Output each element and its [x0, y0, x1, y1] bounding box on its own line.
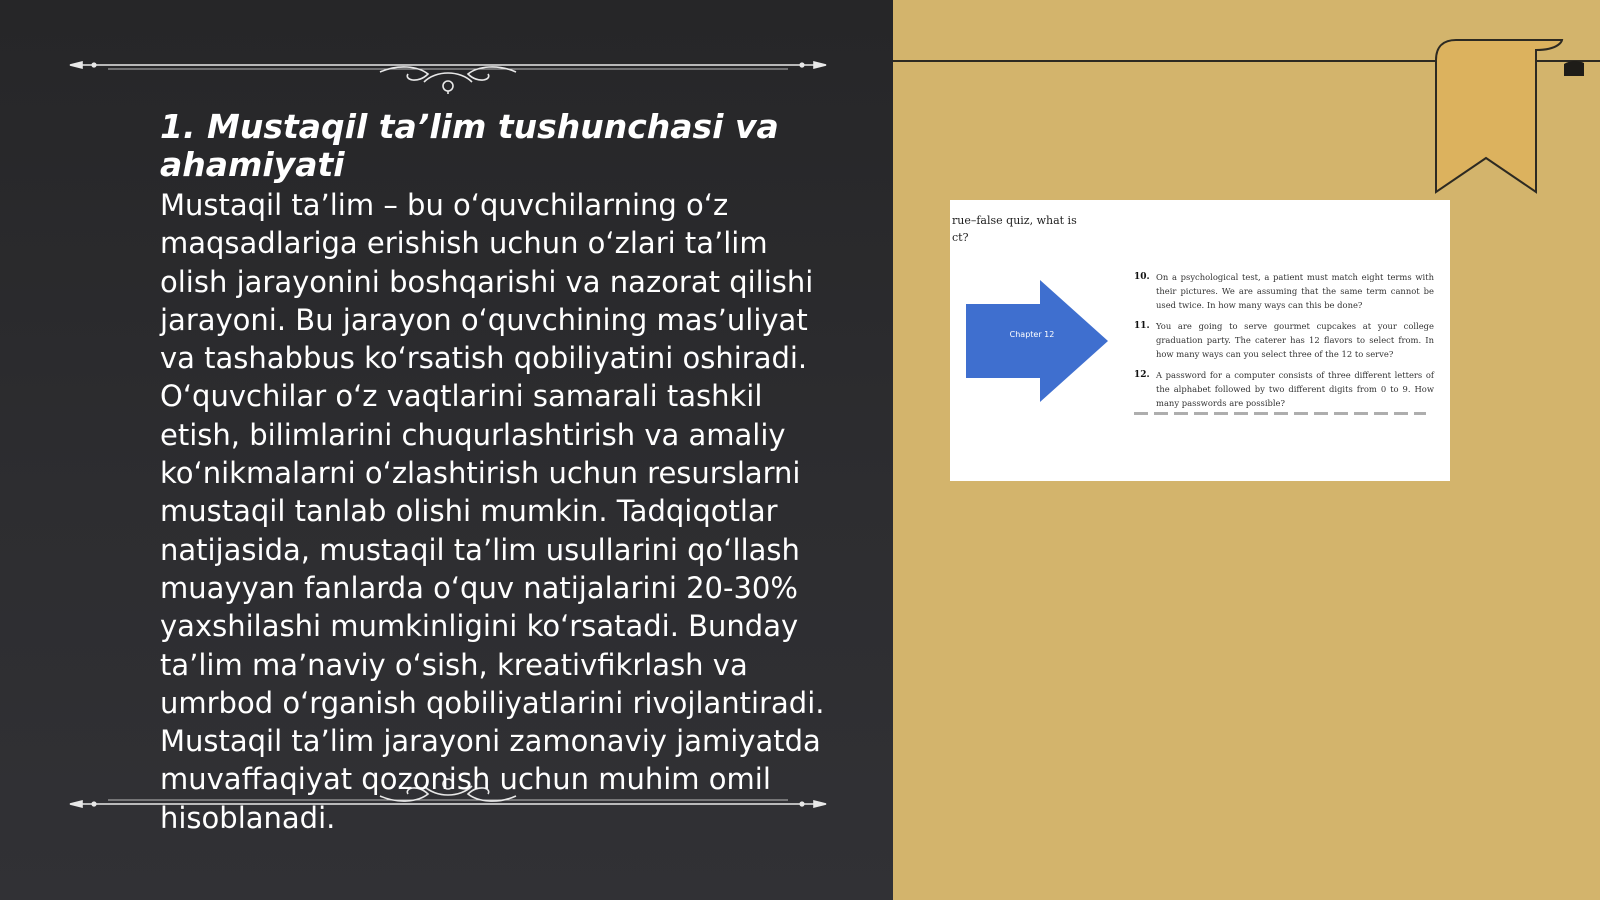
problem-item — [1134, 319, 1434, 361]
worksheet-top-text: rue–false quiz, what is ct? — [952, 214, 1077, 244]
problem-number: 11. — [1134, 321, 1150, 331]
problem-item — [1134, 368, 1434, 410]
slide-title: 1. Mustaqil ta’lim tushunchasi va ahamiyati — [160, 107, 779, 184]
problem-item — [1134, 270, 1434, 312]
problem-list — [1134, 270, 1434, 417]
problem-text: A password for a computer consists of three different letters of the alphabet followed by two different digits from 0 to 9. How many passwords are possible? — [1156, 370, 1434, 408]
bookmark-ribbon-icon — [1434, 36, 1584, 196]
problem-text: On a psychological test, a patient must match eight terms with their pictures. We are assuming that the same term cannot be used twice. In how many ways can this be done? — [1156, 272, 1434, 310]
top-flourish-ornament — [68, 44, 828, 94]
slide-body-text: Mustaqil ta’lim – bu o‘quvchilarning o‘z maqsadlariga erishish uchun o‘zlari ta’lim olish jarayonini boshqarishi va nazorat qilishi jarayoni. Bu jarayon o‘quvchining mas’uliyat va tashabbus ko‘rsatish qobiliyatini oshiradi. O‘quvchilar o‘z vaqtlarini samarali tashkil etish, bilimlarini chuqurlashtirish va amaliy ko‘nikmalarni o‘zlashtirish uchun resurslarni mustaqil tanlab olishi mumkin. Tadqiqotlar natijasida, mustaqil ta’lim usullarini qo‘llash muayyan fanlarda o‘quv natijalarini 20-30% yaxshilashi mumkinligini ko‘rsatadi. Bunday ta’lim ma’naviy o‘sish, kreativfikrlash va umrbod o‘rganish qobiliyatlarini rivojlantiradi. Mustaqil ta’lim jarayoni zamonaviy jamiyatda muvaffaqiyat qozonish uchun muhim omil hisoblanadi. — [160, 188, 825, 835]
arrow-label: Chapter 12 — [1009, 330, 1055, 339]
cropped-text-line — [1134, 412, 1426, 415]
right-arrow-icon — [966, 280, 1108, 402]
problem-number: 10. — [1134, 272, 1150, 282]
problem-text: You are going to serve gourmet cupcakes at your college graduation party. The caterer has 12 flavors to select from. In how many ways can you select three of the 12 to serve? — [1156, 321, 1434, 359]
worksheet-image — [950, 200, 1450, 481]
problem-number: 12. — [1134, 370, 1150, 380]
